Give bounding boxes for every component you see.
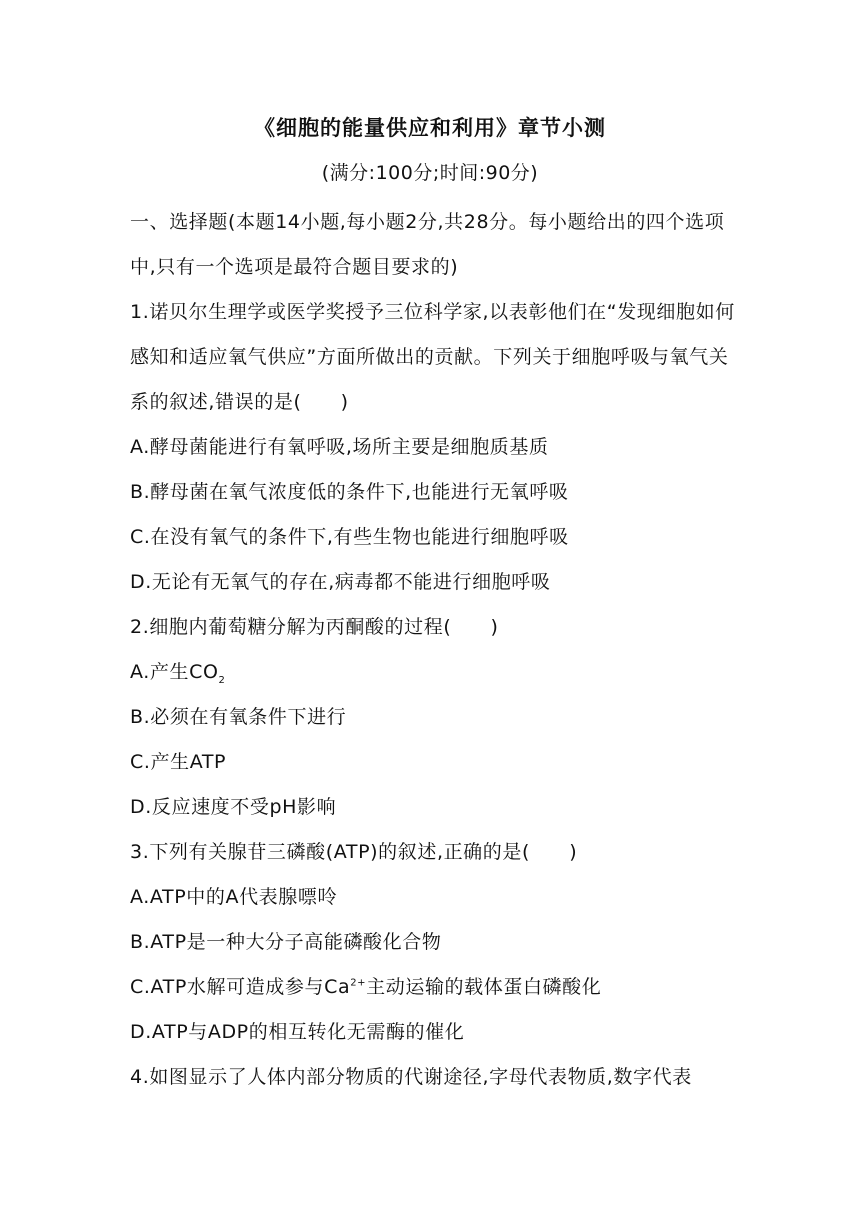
question-3-option-c-prefix: C.ATP水解可造成参与Ca <box>130 976 351 998</box>
question-1-option-b: B.酵母菌在氧气浓度低的条件下,也能进行无氧呼吸 <box>130 481 569 503</box>
question-1-option-d: D.无论有无氧气的存在,病毒都不能进行细胞呼吸 <box>130 571 551 593</box>
question-2-option-a <box>130 650 738 695</box>
question-3-option-c-suffix: 主动运输的载体蛋白磷酸化 <box>366 976 602 998</box>
question-3-option-a: A.ATP中的A代表腺嘌呤 <box>130 886 338 908</box>
score-time-info: (满分:100分;时间:90分) <box>321 162 539 184</box>
section-heading: 一、选择题(本题14小题,每小题2分,共28分。每小题给出的四个选项中,只有一个选项是最符合题目要求的) <box>130 211 725 278</box>
question-2-option-c: C.产生ATP <box>130 751 227 773</box>
superscript-charge: 2+ <box>350 977 367 989</box>
question-2-option-b: B.必须在有氧条件下进行 <box>130 706 347 728</box>
question-3-option-b: B.ATP是一种大分子高能磷酸化合物 <box>130 931 442 953</box>
question-1-option-c: C.在没有氧气的条件下,有些生物也能进行细胞呼吸 <box>130 526 569 548</box>
question-1-stem: 1.诺贝尔生理学或医学奖授予三位科学家,以表彰他们在“发现细胞如何感知和适应氧气供应”方面所做出的贡献。下列关于细胞呼吸与氧气关系的叙述,错误的是( ) <box>130 301 735 413</box>
question-1-option-a: A.酵母菌能进行有氧呼吸,场所主要是细胞质基质 <box>130 436 549 458</box>
question-4-stem: 4.如图显示了人体内部分物质的代谢途径,字母代表物质,数字代表 <box>130 1066 692 1088</box>
question-3-option-c <box>130 965 738 1010</box>
question-3-option-d: D.ATP与ADP的相互转化无需酶的催化 <box>130 1021 465 1043</box>
page-title: 《细胞的能量供应和利用》章节小测 <box>254 116 606 140</box>
subscript-2: 2 <box>218 674 226 686</box>
question-2-option-a-text: A.产生CO <box>130 661 219 683</box>
question-2-option-d: D.反应速度不受pH影响 <box>130 796 337 818</box>
question-content <box>130 200 738 1100</box>
question-2-stem: 2.细胞内葡萄糖分解为丙酮酸的过程( ) <box>130 616 499 638</box>
question-3-stem: 3.下列有关腺苷三磷酸(ATP)的叙述,正确的是( ) <box>130 841 578 863</box>
